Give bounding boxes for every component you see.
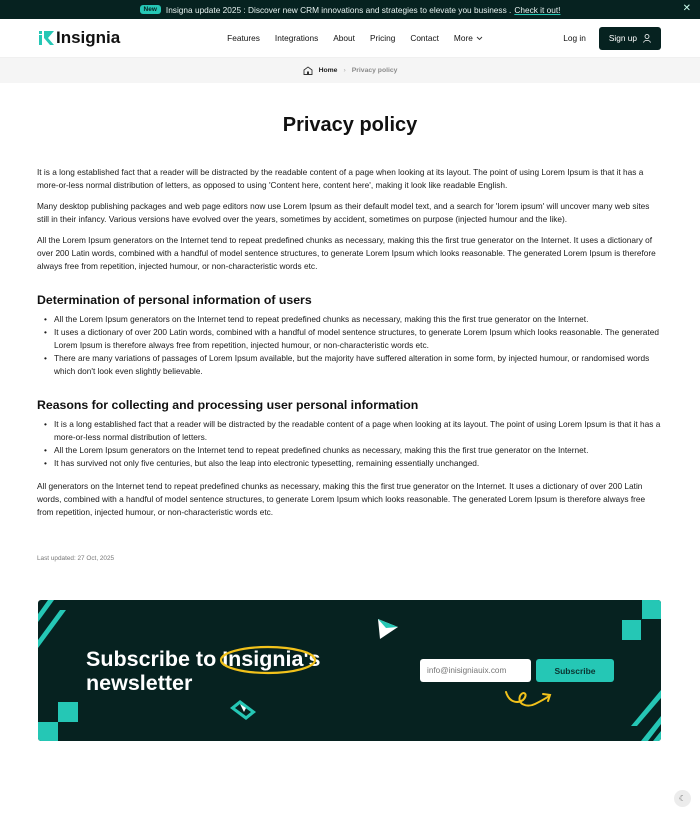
moon-icon: ☾ xyxy=(678,794,687,803)
breadcrumb xyxy=(0,58,700,83)
intro-paragraph: It is a long established fact that a reader will be distracted by the readable content of a page when looking at its layout. The point of using Lorem Ipsum is that it has a more-or-less normal distribution of letters, as opposed to using 'Content here, content here', making it look like readable English. xyxy=(37,167,644,190)
section-heading: Determination of personal information of users xyxy=(37,293,312,307)
newsletter-title: Subscribe to Insignia's newsletter xyxy=(86,647,321,695)
box-3d-icon xyxy=(228,698,258,722)
list-item: • It is a long established fact that a reader will be distracted by the readable content of a page when looking at its layout. The point of using Lorem Ipsum is that it has a more-or-less normal distribution of letters. xyxy=(54,418,663,444)
list-item: • All the Lorem Ipsum generators on the Internet tend to repeat predefined chunks as necessary, making this the first true generator on the Internet. xyxy=(54,313,663,326)
signup-label: Sign up xyxy=(608,33,637,43)
bullet-list xyxy=(37,418,663,470)
announcement-bar xyxy=(0,0,700,19)
stripes-decoration xyxy=(38,600,70,650)
closing-paragraph: All generators on the Internet tend to repeat predefined chunks as necessary, making this the first true generator on the Internet. It uses a dictionary of over 200 Latin words, combined with a handful of model sentence structures, to generate Lorem Ipsum which looks reasonable. The generated Lorem Ipsum is therefore always free from repetition, injected humour, or non-characteristic words etc. xyxy=(37,481,646,517)
breadcrumb-separator: › xyxy=(343,67,346,74)
nav-more[interactable] xyxy=(446,33,490,43)
breadcrumb-home[interactable]: Home xyxy=(318,67,338,74)
list-item: • There are many variations of passages of Lorem Ipsum available, but the majority have suffered alteration in some form, by injected humour, or randomised words which don't look even slightly believable. xyxy=(54,352,663,378)
new-badge: New xyxy=(140,5,161,14)
nav-more-label: More xyxy=(453,33,473,43)
section-heading: Reasons for collecting and processing user personal information xyxy=(37,398,419,412)
squiggle-arrow-icon xyxy=(503,688,555,712)
subscribe-button[interactable]: Subscribe xyxy=(536,659,614,682)
main-menu xyxy=(219,33,491,43)
circle-highlight-icon xyxy=(218,644,318,676)
nav-pricing[interactable]: Pricing xyxy=(369,33,396,43)
bullet-list xyxy=(37,313,663,378)
policy-content xyxy=(0,166,700,565)
last-updated: Last updated: 27 Oct, 2025 xyxy=(37,555,115,562)
newsletter-banner xyxy=(38,600,661,741)
close-icon[interactable]: ✕ xyxy=(682,3,691,14)
nav-about[interactable]: About xyxy=(333,33,355,43)
email-input[interactable] xyxy=(420,659,531,682)
nav-contact[interactable]: Contact xyxy=(410,33,439,43)
list-item: • It uses a dictionary of over 200 Latin words, combined with a handful of model sentence structures, to generate Lorem Ipsum which looks reasonable. The generated Lorem Ipsum is therefore always free from repetition, injected humour, or non-characteristic words etc. xyxy=(54,326,663,352)
announcement-text: Insigna update 2025 : Discover new CRM innovations and strategies to elevate you business . xyxy=(165,4,512,15)
insignia-logo-icon xyxy=(39,31,54,45)
announcement-link[interactable]: Check it out! xyxy=(514,4,561,15)
squares-decoration xyxy=(621,600,661,642)
list-item: • All the Lorem Ipsum generators on the Internet tend to repeat predefined chunks as necessary, making this the first true generator on the Internet. xyxy=(54,444,663,457)
squares-decoration xyxy=(38,700,78,741)
nav-actions xyxy=(491,27,661,50)
play-triangle-icon xyxy=(376,617,400,641)
stripes-decoration xyxy=(631,688,661,741)
brand-highlight: Insignia xyxy=(222,647,303,671)
nav-integrations[interactable]: Integrations xyxy=(274,33,319,43)
intro-paragraph: Many desktop publishing packages and web page editors now use Lorem Ipsum as their default model text, and a search for 'lorem ipsum' will uncover many web sites still in their infancy. Various versions have evolved over the years, sometimes by accident, sometimes on purpose (injected humour and the like). xyxy=(37,201,650,224)
chevron-down-icon xyxy=(476,36,483,41)
top-navigation xyxy=(0,19,700,58)
list-item: • It has survived not only five centuries, but also the leap into electronic typesetting, remaining essentially unchanged. xyxy=(54,457,663,470)
nav-features[interactable]: Features xyxy=(227,33,260,43)
page-title: Privacy policy xyxy=(282,114,418,136)
home-icon[interactable] xyxy=(303,66,313,75)
signup-button[interactable] xyxy=(599,27,661,50)
user-icon xyxy=(643,34,651,43)
brand-logo[interactable] xyxy=(39,28,209,48)
brand-name: Insignia xyxy=(56,28,121,47)
login-link[interactable]: Log in xyxy=(563,33,586,43)
breadcrumb-current: Privacy policy xyxy=(351,67,398,74)
theme-toggle-button[interactable] xyxy=(674,790,691,807)
intro-paragraph: All the Lorem Ipsum generators on the Internet tend to repeat predefined chunks as necessary, making this the first true generator on the Internet. It uses a dictionary of over 200 Latin words, combined with a handful of model sentence structures, to generate Lorem Ipsum which looks reasonable. The generated Lorem Ipsum is therefore always free from repetition, injected humour, or non-characteristic words etc. xyxy=(37,235,656,271)
